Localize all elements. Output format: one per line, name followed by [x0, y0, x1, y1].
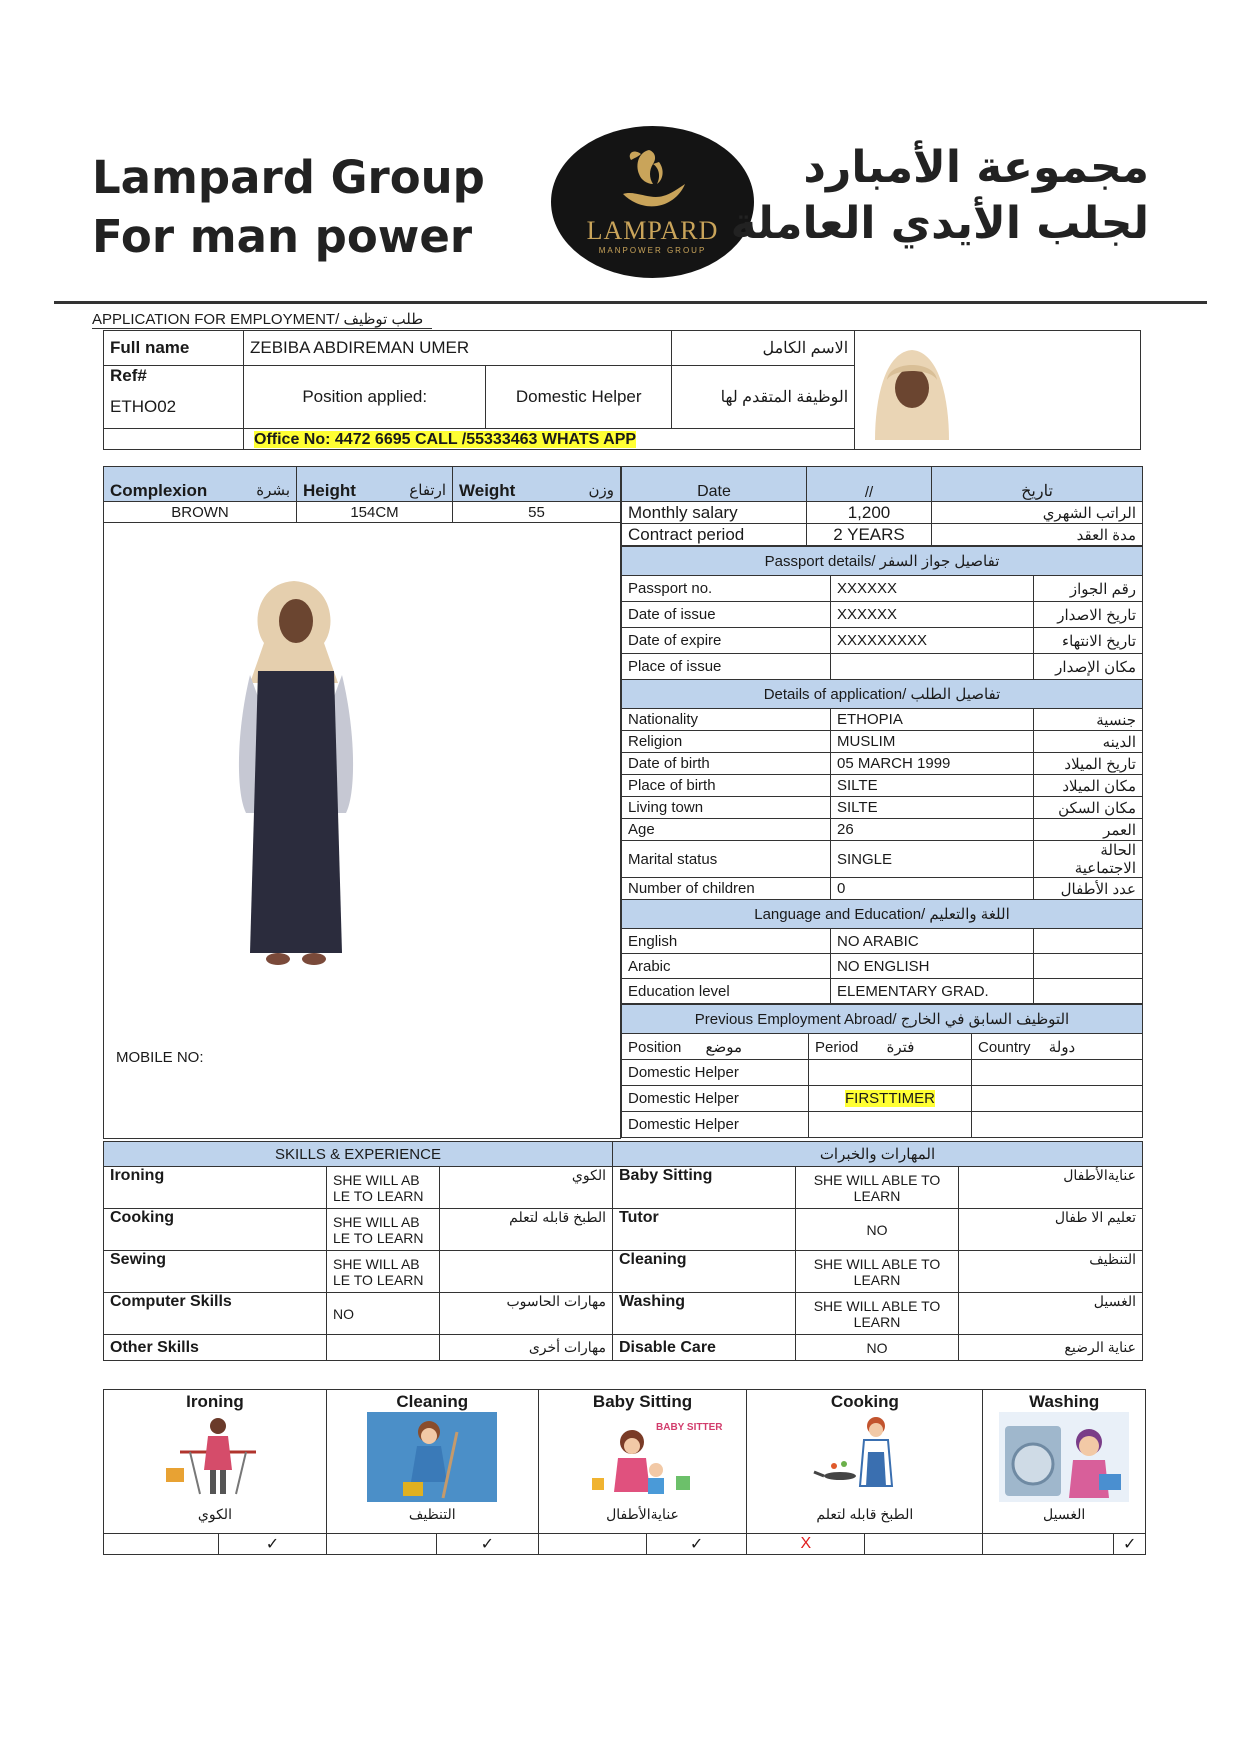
application-row-label: Date of birth: [622, 753, 831, 775]
form-title-underline: [92, 328, 432, 329]
prev-period-value: [809, 1060, 972, 1086]
prev-country-header: Country دولة: [972, 1034, 1143, 1060]
application-section-title: Details of application/ تفاصيل الطلب: [622, 680, 1143, 709]
application-row-label: Living town: [622, 797, 831, 819]
logo-subtitle: MANPOWER GROUP: [598, 246, 707, 255]
skill-name: Washing: [613, 1293, 796, 1335]
passport-section-title: Passport details/ تفاصيل جواز السفر: [622, 547, 1143, 576]
passport-row-value: XXXXXX: [831, 602, 1034, 628]
language-row-label: English: [622, 929, 831, 954]
complexion-header: Complexion بشرة: [104, 467, 297, 502]
complexion-value: BROWN: [104, 502, 297, 523]
applicant-summary-table: [103, 330, 1141, 450]
application-row-ar: مكان الميلاد: [1034, 775, 1143, 797]
skills-title-ar: المهارات والخبرات: [613, 1142, 1143, 1167]
woman-hand-logo-icon: [619, 144, 689, 216]
application-row-value: MUSLIM: [831, 731, 1034, 753]
contract-period-label: Contract period: [622, 524, 807, 546]
form-title: APPLICATION FOR EMPLOYMENT/ طلب توظيف: [92, 311, 424, 328]
washing-check-mark: ✓: [1114, 1534, 1146, 1555]
passport-row-label: Date of issue: [622, 602, 831, 628]
skill-name-ar: عناية الرضيع: [959, 1335, 1143, 1361]
cleaning-icon: [367, 1412, 497, 1502]
washing-icon: [999, 1412, 1129, 1502]
skills-title-en: SKILLS & EXPERIENCE: [104, 1142, 613, 1167]
prev-period-header: Period فترة: [809, 1034, 972, 1060]
application-row-label: Number of children: [622, 878, 831, 900]
language-row-value: NO ARABIC: [831, 929, 1034, 954]
skill-name: Cooking: [104, 1209, 327, 1251]
skill-name-ar: الكوي: [440, 1167, 613, 1209]
passport-row-ar: رقم الجواز: [1034, 576, 1143, 602]
prev-position-value: Domestic Helper: [622, 1060, 809, 1086]
skill-name-ar: الغسيل: [959, 1293, 1143, 1335]
prev-position-value: Domestic Helper: [622, 1112, 809, 1138]
full-body-photo-icon: [146, 563, 446, 1003]
skill-value: SHE WILL ABLE TO LEARN: [796, 1293, 959, 1335]
skill-name: Computer Skills: [104, 1293, 327, 1335]
office-contact: Office No: 4472 6695 CALL /55333463 WHATS APP: [254, 430, 637, 448]
ref-value: ETHO02: [104, 386, 244, 428]
mobile-label: MOBILE NO:: [116, 1049, 204, 1066]
application-row-label: Marital status: [622, 841, 831, 878]
skill-value: NO: [796, 1209, 959, 1251]
skill-value: NO: [327, 1293, 440, 1335]
application-row-ar: الحالة الاجتماعية: [1034, 841, 1143, 878]
skill-name-ar: مهارات أخرى: [440, 1335, 613, 1361]
date-label-ar: تاريخ: [932, 467, 1143, 502]
skill-value: SHE WILL AB LE TO LEARN: [327, 1251, 440, 1293]
prev-position-header: Position موضع: [622, 1034, 809, 1060]
skill-name-ar: [440, 1251, 613, 1293]
salary-label-ar: الراتب الشهري: [932, 502, 1143, 524]
full-name-label: Full name: [104, 331, 244, 366]
passport-row-ar: مكان الإصدار: [1034, 654, 1143, 680]
application-row-ar: الدينه: [1034, 731, 1143, 753]
brand-name-english: Lampard Group For man power: [92, 151, 485, 263]
application-row-value: SILTE: [831, 775, 1034, 797]
icon-card-washing: Washing الغسيل: [983, 1390, 1146, 1534]
salary-value: 1,200: [807, 502, 932, 524]
cleaning-check-mark: ✓: [436, 1534, 538, 1555]
weight-value: 55: [453, 502, 621, 523]
company-logo: [551, 126, 754, 278]
contract-table: [621, 466, 1143, 546]
passport-row-label: Date of expire: [622, 628, 831, 654]
passport-row-value: XXXXXX: [831, 576, 1034, 602]
application-row-value: 26: [831, 819, 1034, 841]
passport-row-label: Passport no.: [622, 576, 831, 602]
date-label: Date: [622, 467, 807, 502]
language-row-label: Arabic: [622, 954, 831, 979]
body-stats-table: [103, 466, 621, 1139]
application-row-value: SINGLE: [831, 841, 1034, 878]
application-row-value: SILTE: [831, 797, 1034, 819]
logo-wordmark: LAMPARD: [586, 216, 719, 245]
skill-value: SHE WILL ABLE TO LEARN: [796, 1251, 959, 1293]
applicant-portrait-icon: [857, 340, 967, 440]
applicant-photo-cell: [855, 331, 1141, 450]
full-name-label-ar: الاسم الكامل: [671, 331, 854, 366]
skill-name: Baby Sitting: [613, 1167, 796, 1209]
skill-name-ar: مهارات الحاسوب: [440, 1293, 613, 1335]
weight-header: Weight وزن: [453, 467, 621, 502]
skill-value: [327, 1335, 440, 1361]
application-row-value: 0: [831, 878, 1034, 900]
application-row-label: Age: [622, 819, 831, 841]
application-row-ar: مكان السكن: [1034, 797, 1143, 819]
application-row-ar: العمر: [1034, 819, 1143, 841]
language-row-label: Education level: [622, 979, 831, 1004]
icon-card-ironing: Ironing الكوي: [104, 1390, 327, 1534]
full-body-photo-cell: [104, 523, 621, 1139]
passport-details-table: [621, 546, 1143, 1004]
application-row-label: Religion: [622, 731, 831, 753]
language-row-value: ELEMENTARY GRAD.: [831, 979, 1034, 1004]
skill-name-ar: تعليم الا طفال: [959, 1209, 1143, 1251]
baby-sitting-check-mark: ✓: [646, 1534, 747, 1555]
application-row-label: Place of birth: [622, 775, 831, 797]
previous-employment-table: [621, 1004, 1143, 1138]
language-section-title: Language and Education/ اللغة والتعليم: [622, 900, 1143, 929]
skill-name: Cleaning: [613, 1251, 796, 1293]
full-name-value: ZEBIBA ABDIREMAN UMER: [244, 331, 672, 366]
position-label-ar: الوظيفة المتقدم لها: [671, 366, 854, 429]
application-row-ar: تاريخ الميلاد: [1034, 753, 1143, 775]
prev-position-value: Domestic Helper: [622, 1086, 809, 1112]
skill-name: Sewing: [104, 1251, 327, 1293]
ironing-check-mark: ✓: [219, 1534, 327, 1555]
prev-country-value: [972, 1060, 1143, 1086]
application-row-value: ETHOPIA: [831, 709, 1034, 731]
skill-name-ar: الطبخ قابله لتعلم: [440, 1209, 613, 1251]
icon-card-cooking: Cooking الطبخ قابله لتعلم: [747, 1390, 983, 1534]
height-value: 154CM: [297, 502, 453, 523]
application-row-value: 05 MARCH 1999: [831, 753, 1034, 775]
position-value: Domestic Helper: [486, 366, 672, 429]
prev-period-value: FIRSTTIMER: [845, 1090, 935, 1107]
skill-name-ar: التنظيف: [959, 1251, 1143, 1293]
application-row-label: Nationality: [622, 709, 831, 731]
ironing-icon: [160, 1412, 270, 1502]
skills-table: [103, 1141, 1143, 1361]
passport-row-ar: تاريخ الانتهاء: [1034, 628, 1143, 654]
salary-label: Monthly salary: [622, 502, 807, 524]
contract-period-label-ar: مدة العقد: [932, 524, 1143, 546]
cooking-cross-mark: X: [747, 1534, 865, 1555]
icon-card-baby-sitting: Baby Sitting BABY SITTER عنايةالأطفال: [538, 1390, 747, 1534]
contract-period-value: 2 YEARS: [807, 524, 932, 546]
passport-row-value: [831, 654, 1034, 680]
skill-name-ar: عنايةالأطفال: [959, 1167, 1143, 1209]
skill-name: Ironing: [104, 1167, 327, 1209]
application-row-ar: عدد الأطفال: [1034, 878, 1143, 900]
passport-row-ar: تاريخ الاصدار: [1034, 602, 1143, 628]
prev-country-value: [972, 1086, 1143, 1112]
skill-name: Tutor: [613, 1209, 796, 1251]
skill-icons-table: [103, 1389, 1146, 1555]
date-value: //: [807, 467, 932, 502]
header-divider: [54, 301, 1207, 304]
skill-value: SHE WILL ABLE TO LEARN: [796, 1167, 959, 1209]
application-row-ar: جنسية: [1034, 709, 1143, 731]
height-header: Height ارتفاع: [297, 467, 453, 502]
ref-label: Ref#: [104, 366, 244, 387]
cooking-icon: [810, 1412, 920, 1502]
icon-card-cleaning: Cleaning التنظيف: [326, 1390, 538, 1534]
prev-period-value: [809, 1112, 972, 1138]
previous-section-title: Previous Employment Abroad/ التوظيف السابق في الخارج: [622, 1005, 1143, 1034]
passport-row-label: Place of issue: [622, 654, 831, 680]
skill-value: SHE WILL AB LE TO LEARN: [327, 1167, 440, 1209]
baby-sitting-icon: [578, 1412, 723, 1502]
baby-sitter-badge: BABY SITTER: [655, 1422, 723, 1433]
language-row-value: NO ENGLISH: [831, 954, 1034, 979]
skill-value: NO: [796, 1335, 959, 1361]
skill-value: SHE WILL AB LE TO LEARN: [327, 1209, 440, 1251]
passport-row-value: XXXXXXXXX: [831, 628, 1034, 654]
skill-name: Other Skills: [104, 1335, 327, 1361]
skill-name: Disable Care: [613, 1335, 796, 1361]
prev-country-value: [972, 1112, 1143, 1138]
position-label: Position applied:: [244, 366, 486, 429]
brand-name-arabic: مجموعة الأمبارد لجلب الأيدي العاملة: [730, 142, 1149, 249]
